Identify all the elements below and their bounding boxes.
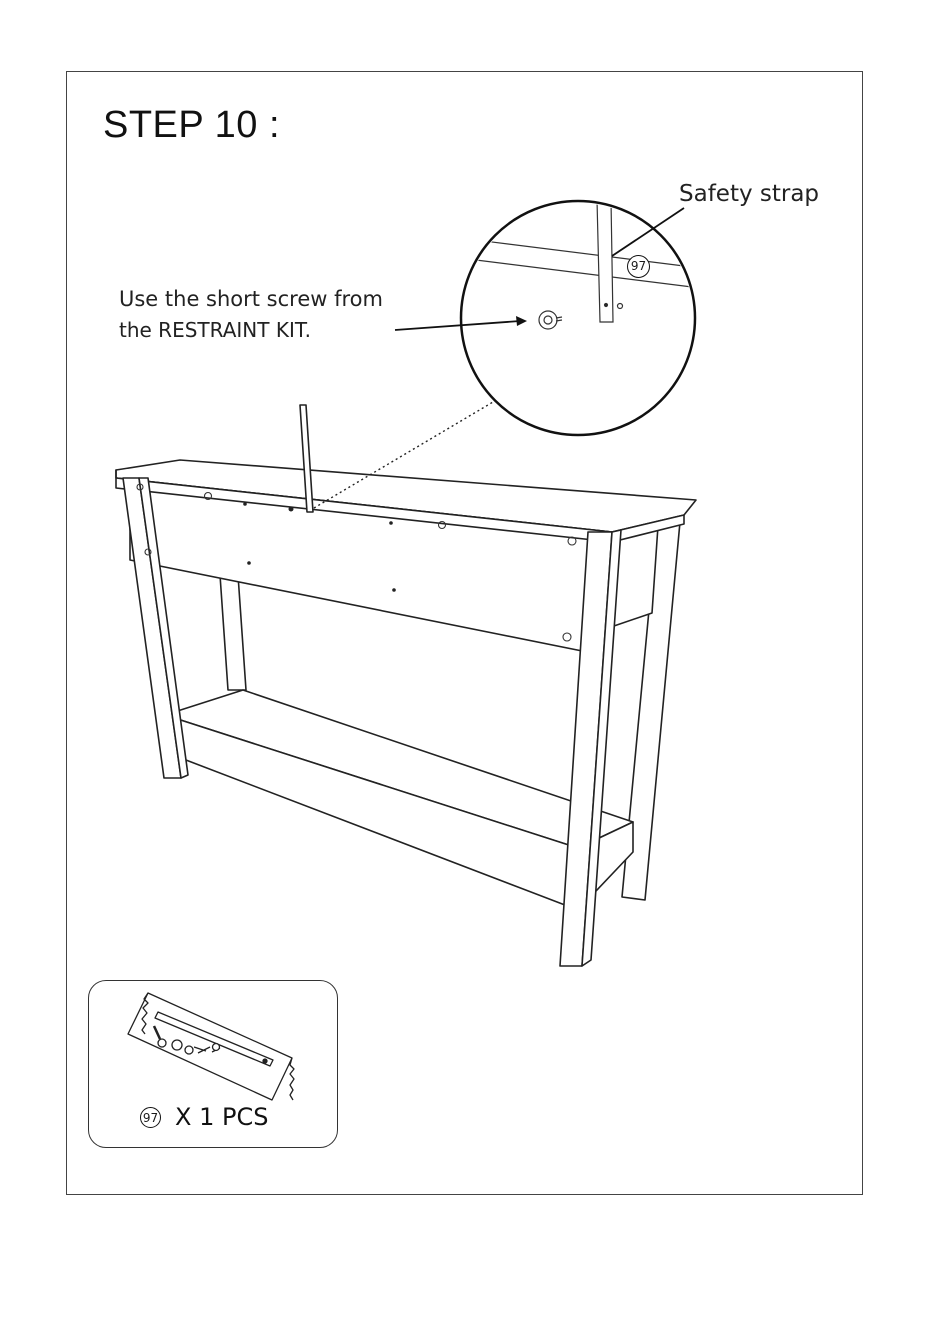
part-number-badge: 97 (627, 255, 650, 278)
screw-instruction-line1: Use the short screw from (119, 287, 383, 311)
step-title: STEP 10 : (103, 104, 281, 146)
kit-quantity-label: X 1 PCS (175, 1103, 269, 1131)
screw-instruction-line2: the RESTRAINT KIT. (119, 318, 312, 342)
kit-part-number-badge: 97 (140, 1107, 161, 1128)
detail-magnifier (460, 200, 700, 435)
safety-strap-label: Safety strap (679, 181, 820, 207)
console-table-drawing (116, 405, 696, 966)
